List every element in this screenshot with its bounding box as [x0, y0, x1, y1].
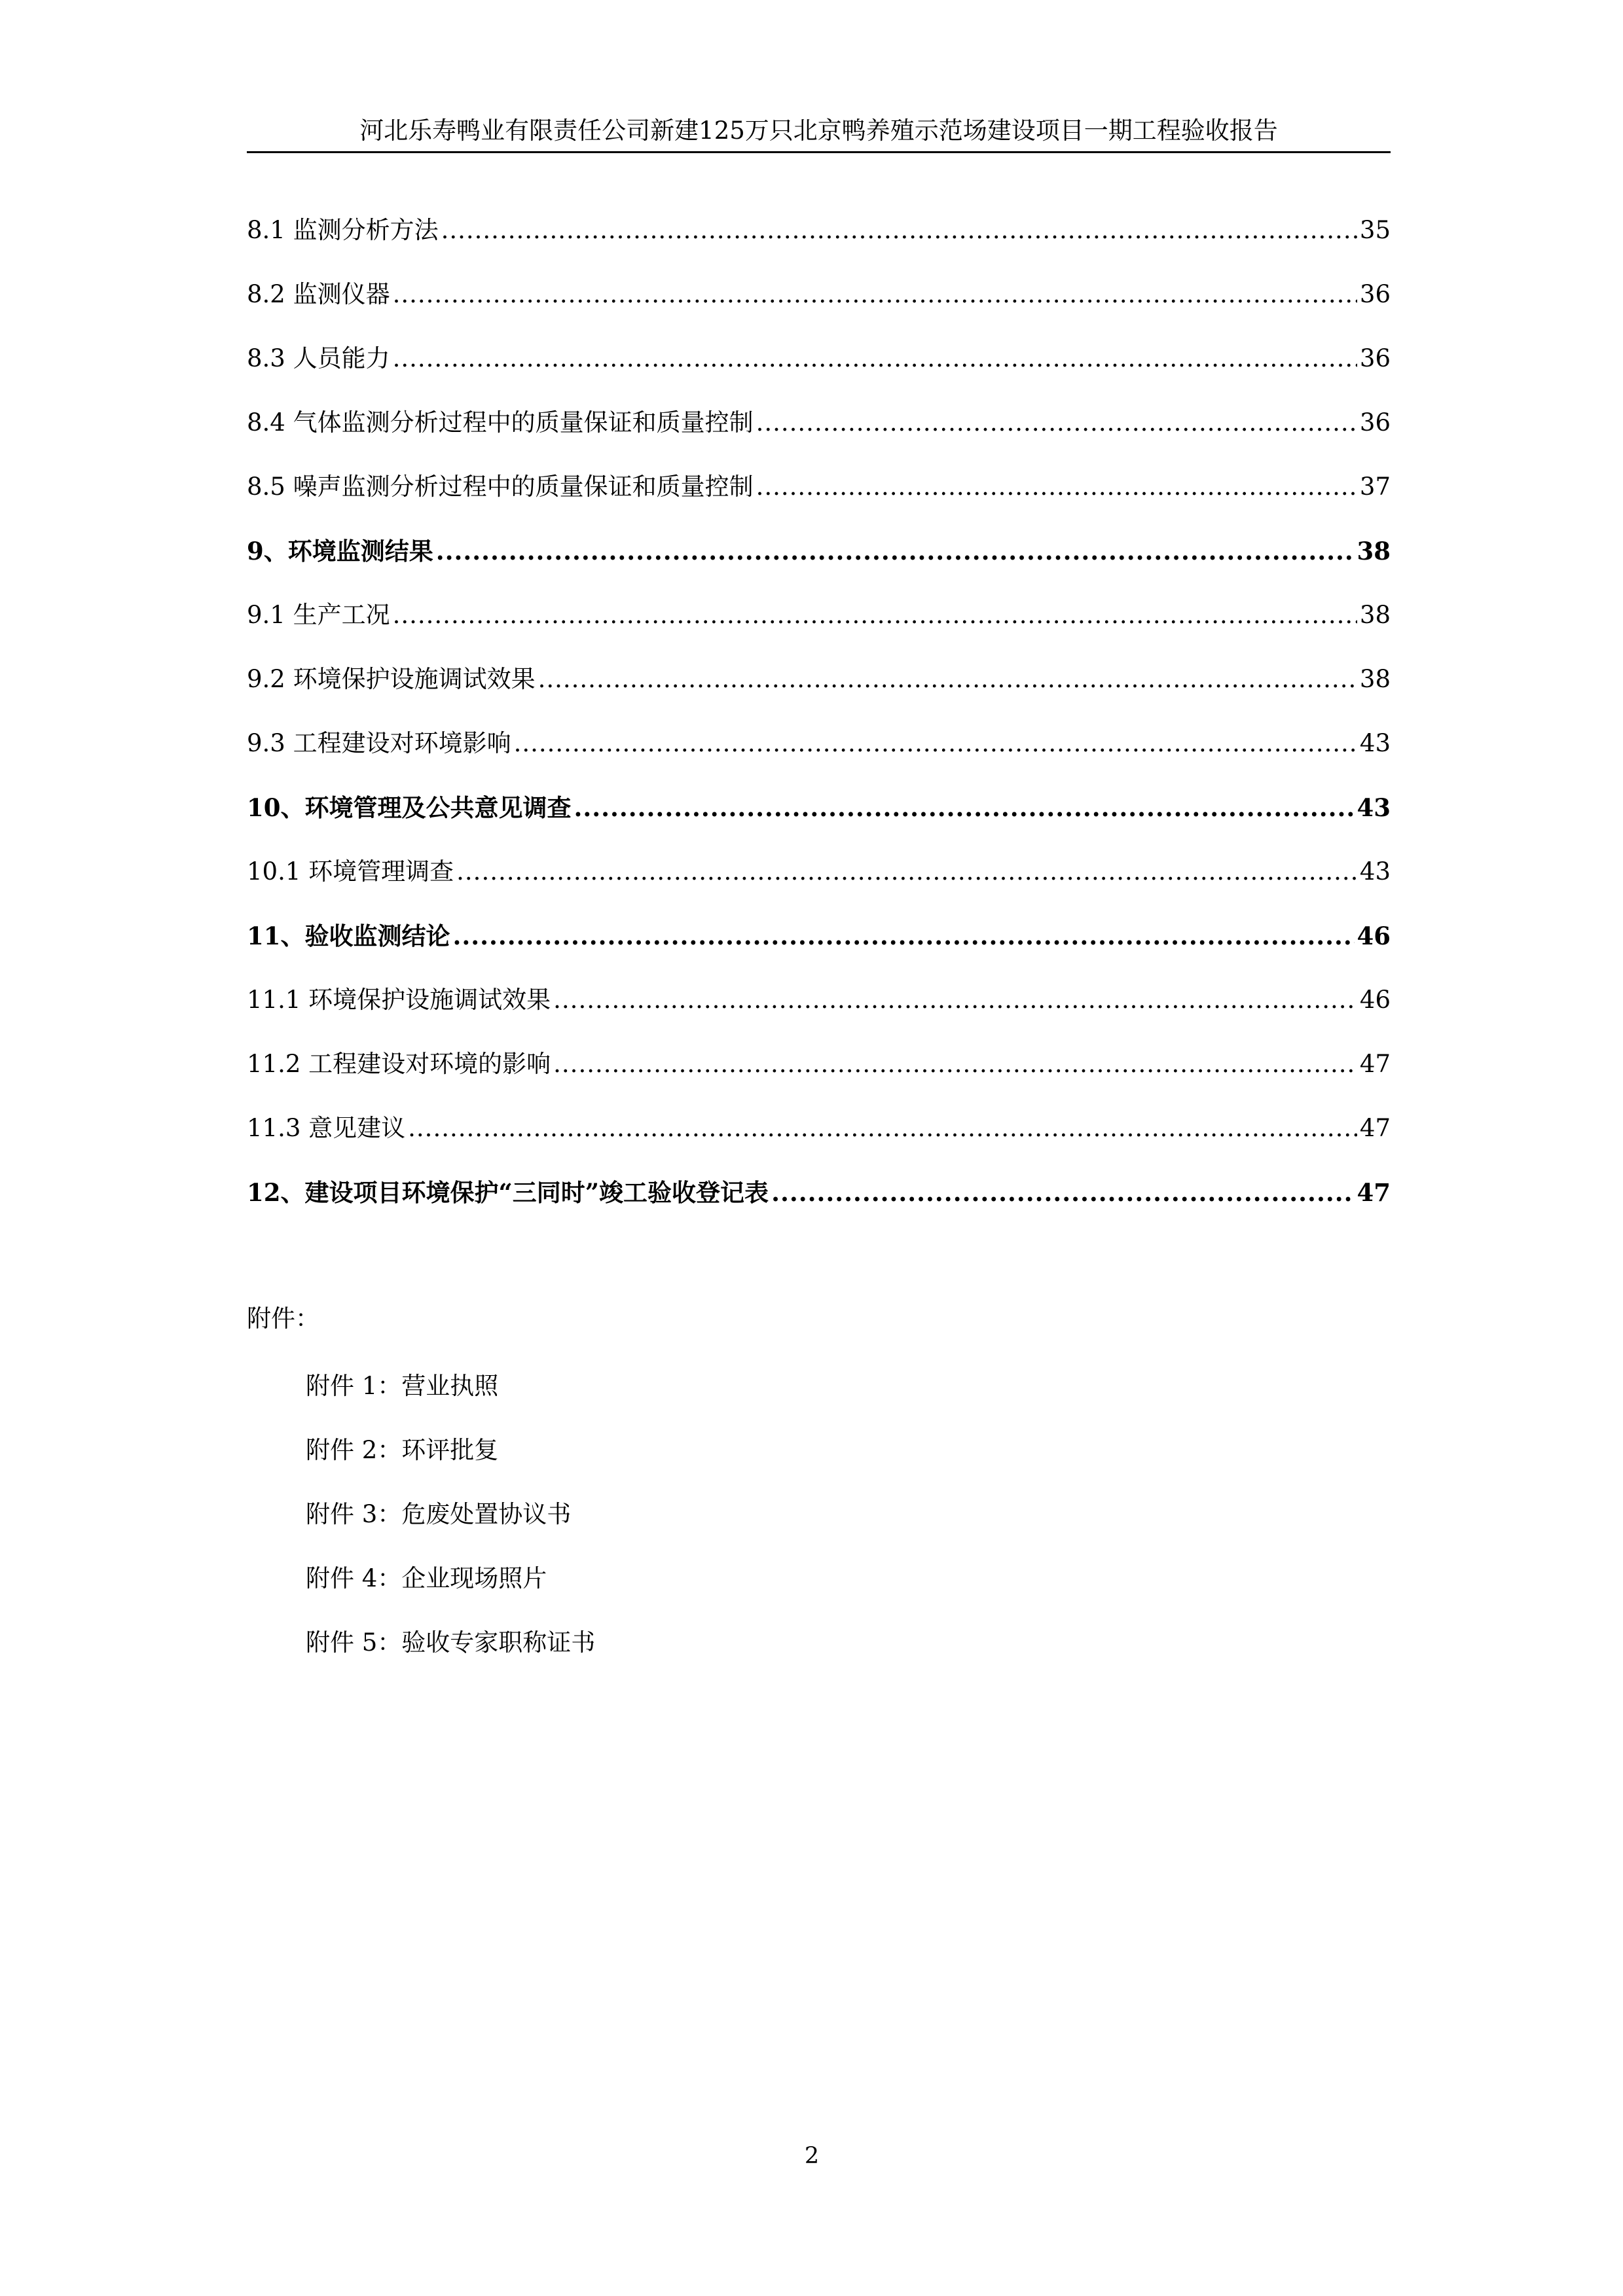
toc-leader-dots	[393, 334, 1357, 384]
toc-entry-page: 43	[1359, 857, 1391, 886]
attachment-item-1: 附件 1：营业执照	[306, 1372, 499, 1400]
toc-entry-11-1[interactable]	[247, 975, 1391, 1039]
toc-entry-page: 46	[1357, 922, 1391, 950]
toc-entry-8-3[interactable]	[247, 334, 1391, 398]
toc-entry-title: 11.2 工程建设对环境的影响	[247, 1050, 551, 1078]
toc-entry-title: 8.2 监测仪器	[247, 280, 390, 308]
toc-leader-dots	[408, 1103, 1357, 1153]
toc-leader-dots	[553, 1039, 1357, 1089]
toc-entry-11[interactable]	[247, 911, 1391, 975]
attachments-list	[306, 1367, 1353, 1687]
table-of-contents	[247, 206, 1391, 1232]
toc-leader-dots	[756, 398, 1357, 448]
attachment-item-3: 附件 3：危废处置协议书	[306, 1500, 572, 1528]
toc-leader-dots	[574, 783, 1355, 833]
toc-leader-dots	[393, 270, 1357, 319]
toc-leader-dots	[514, 719, 1357, 768]
toc-entry-9-2[interactable]	[247, 655, 1391, 719]
toc-entry-page: 38	[1357, 537, 1391, 565]
toc-entry-8-1[interactable]	[247, 206, 1391, 270]
toc-entry-12[interactable]	[247, 1168, 1391, 1232]
attachments-heading: 附件：	[247, 1304, 319, 1333]
toc-entry-title: 8.1 监测分析方法	[247, 216, 439, 244]
toc-entry-title: 11、验收监测结论	[247, 922, 450, 950]
toc-entry-10-1[interactable]	[247, 847, 1391, 911]
toc-entry-page: 47	[1357, 1178, 1391, 1207]
toc-entry-title: 10、环境管理及公共意见调查	[247, 793, 572, 822]
toc-entry-10[interactable]	[247, 783, 1391, 847]
toc-leader-dots	[538, 655, 1357, 704]
toc-entry-title: 9.1 生产工况	[247, 601, 390, 629]
toc-entry-8-4[interactable]	[247, 398, 1391, 462]
toc-entry-title: 9、环境监测结果	[247, 537, 433, 565]
toc-leader-dots	[436, 526, 1355, 576]
toc-leader-dots	[771, 1168, 1354, 1217]
toc-entry-page: 37	[1359, 473, 1391, 501]
toc-entry-page: 38	[1359, 601, 1391, 629]
toc-entry-page: 36	[1359, 344, 1391, 372]
toc-leader-dots	[456, 847, 1357, 897]
toc-entry-page: 36	[1359, 408, 1391, 437]
toc-entry-page: 38	[1359, 665, 1391, 693]
toc-entry-page: 36	[1359, 280, 1391, 308]
toc-entry-page: 47	[1359, 1114, 1391, 1142]
toc-leader-dots	[756, 462, 1357, 512]
toc-entry-title: 11.1 环境保护设施调试效果	[247, 986, 551, 1014]
toc-entry-title: 9.3 工程建设对环境影响	[247, 729, 511, 757]
toc-entry-page: 43	[1359, 729, 1391, 757]
toc-entry-9-1[interactable]	[247, 590, 1391, 655]
page-number: 2	[804, 2143, 820, 2169]
toc-entry-title: 8.3 人员能力	[247, 344, 390, 372]
toc-leader-dots	[393, 590, 1357, 640]
toc-entry-page: 43	[1357, 793, 1391, 822]
header-divider	[247, 151, 1391, 153]
toc-entry-11-2[interactable]	[247, 1039, 1391, 1103]
toc-entry-title: 8.4 气体监测分析过程中的质量保证和质量控制	[247, 408, 754, 437]
toc-entry-8-5[interactable]	[247, 462, 1391, 526]
toc-entry-title: 8.5 噪声监测分析过程中的质量保证和质量控制	[247, 473, 754, 501]
toc-leader-dots	[441, 206, 1357, 255]
running-header: 河北乐寿鸭业有限责任公司新建125万只北京鸭养殖示范场建设项目一期工程验收报告	[359, 117, 1278, 145]
toc-entry-title: 11.3 意见建议	[247, 1114, 406, 1142]
attachment-item-4: 附件 4：企业现场照片	[306, 1564, 547, 1592]
toc-entry-title: 12、建设项目环境保护“三同时”竣工验收登记表	[247, 1178, 769, 1207]
toc-entry-page: 47	[1359, 1050, 1391, 1078]
toc-entry-page: 46	[1359, 986, 1391, 1014]
toc-entry-11-3[interactable]	[247, 1103, 1391, 1168]
toc-entry-title: 10.1 环境管理调查	[247, 857, 454, 886]
toc-entry-8-2[interactable]	[247, 270, 1391, 334]
toc-entry-title: 9.2 环境保护设施调试效果	[247, 665, 536, 693]
toc-leader-dots	[453, 911, 1355, 961]
toc-entry-9[interactable]	[247, 526, 1391, 590]
toc-entry-page: 35	[1359, 216, 1391, 244]
attachment-item-2: 附件 2：环评批复	[306, 1436, 499, 1464]
attachment-item-5: 附件 5：验收专家职称证书	[306, 1628, 596, 1657]
toc-entry-9-3[interactable]	[247, 719, 1391, 783]
toc-leader-dots	[553, 975, 1357, 1025]
